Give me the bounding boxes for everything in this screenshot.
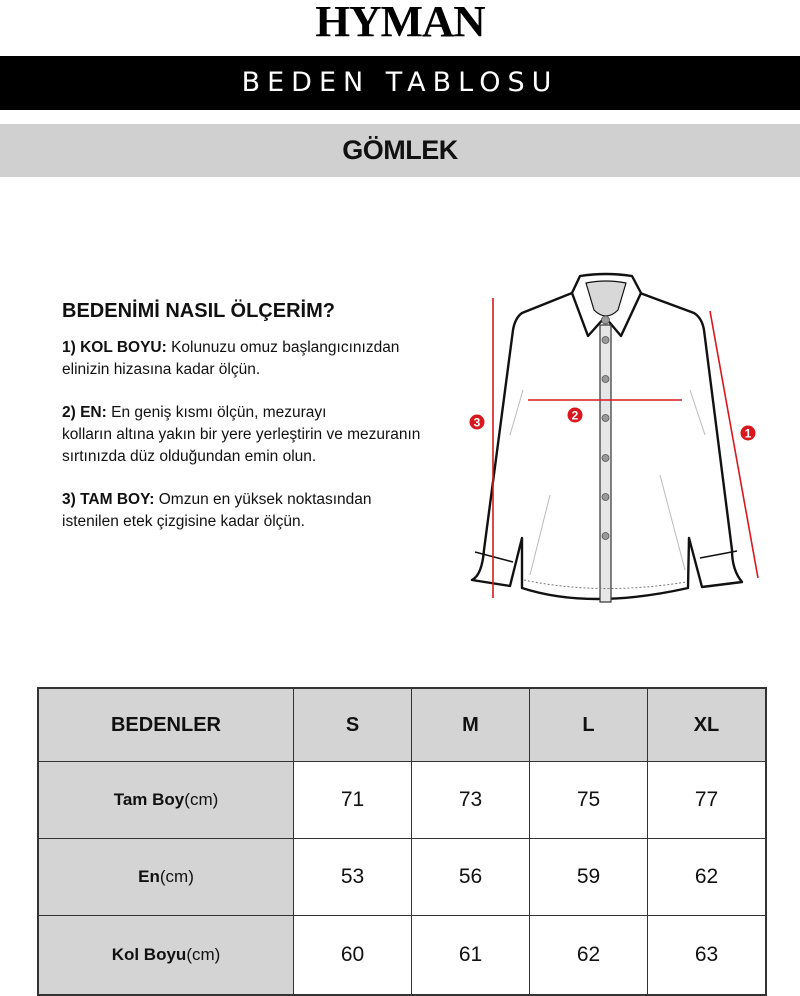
table-cell: 63 <box>648 916 767 995</box>
instruction-text: Kolunuzu omuz başlangıcınızdan <box>166 339 400 356</box>
marker-3-icon <box>470 415 485 430</box>
shirt-placket <box>600 325 611 602</box>
table-cell: 73 <box>412 762 530 839</box>
measurement-instructions <box>62 300 472 554</box>
header-cell: M <box>412 688 530 762</box>
marker-label: 3 <box>473 415 481 430</box>
table-cell: 71 <box>294 762 412 839</box>
marker-label: 2 <box>571 408 579 423</box>
row-label <box>38 762 294 839</box>
table-header-row <box>38 688 766 762</box>
instruction-sleeve-length <box>62 337 472 381</box>
table-cell: 77 <box>648 762 767 839</box>
instruction-text: kolların altına yakın bir yere yerleştirin ve mezuranın <box>62 426 421 443</box>
table-cell: 53 <box>294 839 412 916</box>
row-label-unit: (cm) <box>184 790 219 809</box>
marker-1-icon <box>741 426 756 441</box>
instructions-heading: BEDENİMİ NASIL ÖLÇERİM? <box>62 300 335 322</box>
size-chart-title: BEDEN TABLOSU <box>0 56 800 110</box>
row-label-text: En <box>138 867 160 886</box>
table-row <box>38 762 766 839</box>
header-cell: L <box>530 688 648 762</box>
category-title: GÖMLEK <box>0 124 800 177</box>
instruction-text: En geniş kısmı ölçün, mezurayı <box>106 404 327 421</box>
table-cell: 61 <box>412 916 530 995</box>
row-label-unit: (cm) <box>186 944 221 964</box>
header-cell: S <box>294 688 412 762</box>
marker-2-icon <box>568 408 583 423</box>
table-cell: 59 <box>530 839 648 916</box>
instruction-label: 2) EN: <box>62 404 107 421</box>
shirt-measurement-diagram <box>460 270 800 610</box>
table-cell: 56 <box>412 839 530 916</box>
row-label <box>38 916 294 995</box>
instruction-label: 3) TAM BOY: <box>62 491 155 508</box>
instruction-text: Omzun en yüksek noktasından <box>154 491 372 508</box>
table-cell: 75 <box>530 762 648 839</box>
header-cell: XL <box>648 688 767 762</box>
row-label-text: Tam Boy <box>113 790 185 809</box>
table-row <box>38 839 766 916</box>
row-label-unit: (cm) <box>159 867 194 886</box>
row-label <box>38 839 294 916</box>
instruction-text: istenilen etek çizgisine kadar ölçün. <box>62 513 305 530</box>
instruction-label: 1) KOL BOYU: <box>62 339 167 356</box>
table-cell: 62 <box>530 916 648 995</box>
instruction-text: elinizin hizasına kadar ölçün. <box>62 361 261 378</box>
size-table <box>37 687 767 996</box>
instruction-width <box>62 402 472 468</box>
table-cell: 60 <box>294 916 412 995</box>
instruction-text: sırtınızda düz olduğundan emin olun. <box>62 448 317 465</box>
marker-label: 1 <box>744 426 752 441</box>
instruction-full-length <box>62 489 472 533</box>
row-label-text: Kol Boyu <box>111 944 187 964</box>
header-cell: BEDENLER <box>38 688 294 762</box>
brand-logo: HYMAN <box>315 0 485 46</box>
table-row <box>38 916 766 995</box>
table-cell: 62 <box>648 839 767 916</box>
